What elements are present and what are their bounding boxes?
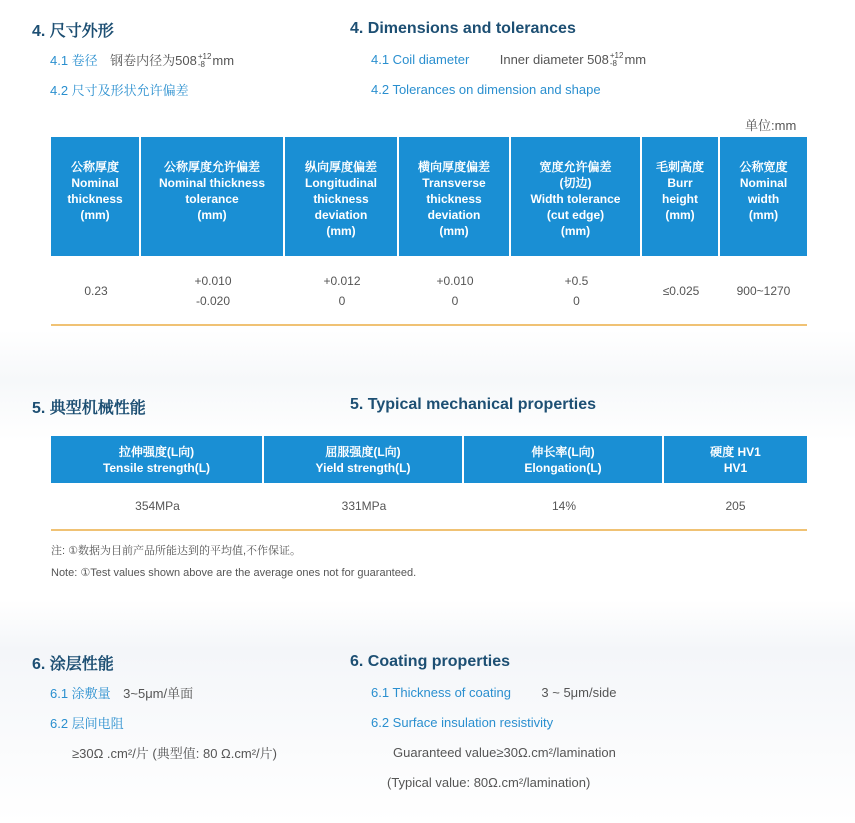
cell-value: 0	[451, 294, 459, 308]
cell-value: 0	[338, 294, 346, 308]
coating-thickness-en-value: 3 ~ 5μm/side	[541, 685, 617, 700]
sec5-title-en: 5. Typical mechanical properties	[350, 396, 597, 413]
cell-value: +0.5	[564, 274, 589, 288]
header-nominal-thickness-tolerance	[141, 137, 285, 256]
header-cn: 公称厚度	[70, 160, 119, 174]
header-cn: 硬度 HV1	[710, 444, 761, 459]
coil-diameter-cn-label: 4.1 卷径	[50, 53, 98, 68]
header-longitudinal-deviation	[285, 137, 399, 256]
mechanical-table	[51, 436, 807, 529]
header-en-line: HV1	[723, 460, 748, 475]
cell-nominal-width	[720, 256, 807, 326]
header-en-line: (mm)	[80, 208, 110, 222]
cell-burr-height	[642, 256, 720, 326]
header-hardness	[664, 436, 807, 483]
coating-thickness-cn-value: 3~5μm/单面	[123, 686, 194, 701]
sec6-title-cn: 6. 涂层性能	[32, 656, 114, 673]
header-en-line: width	[747, 192, 780, 206]
header-cn: 毛刺高度	[655, 160, 704, 174]
resistivity-en-typical: (Typical value: 80Ω.cm²/lamination)	[387, 775, 591, 790]
header-en-line: (mm)	[748, 208, 779, 222]
cell-value: +0.010	[194, 274, 232, 288]
cell-transverse-deviation	[399, 256, 511, 326]
coil-diameter-en-label: 4.1 Coil diameter	[371, 52, 470, 67]
cell-value: +0.010	[436, 274, 474, 288]
header-en-line: (mm)	[326, 224, 356, 238]
cell-elongation: 14%	[551, 499, 577, 513]
header-en-line: (mm)	[665, 208, 695, 222]
tolerance-en: 4.2 Tolerances on dimension and shape	[371, 82, 601, 97]
coating-thickness-en-label: 6.1 Thickness of coating	[371, 685, 511, 700]
tol-minus: -8	[197, 60, 205, 69]
header-en-line: Nominal thickness	[158, 176, 266, 190]
tol-plus: +12	[197, 52, 212, 61]
header-nominal-thickness	[51, 137, 141, 256]
header-cn: 横向厚度偏差	[417, 160, 490, 174]
header-en-line: deviation	[314, 208, 368, 222]
coil-unit-cn: mm	[212, 53, 235, 68]
header-tensile-strength	[51, 436, 264, 483]
header-en-line: Yield strength(L)	[315, 460, 411, 475]
header-en-line: Nominal	[71, 176, 119, 190]
coating-thickness-cn	[50, 683, 193, 703]
header-en-line: Transverse	[422, 176, 486, 190]
header-en-line: Elongation(L)	[524, 460, 602, 475]
note-en: Note: ①Test values shown above are the average ones not for guaranteed.	[51, 567, 417, 579]
note-cn: 注: ①数据为目前产品所能达到的平均值,不作保证。	[51, 545, 302, 557]
header-cn: 公称厚度允许偏差	[163, 160, 260, 174]
header-en-line: (切边)	[559, 176, 592, 190]
coating-thickness-cn-label: 6.1 涂敷量	[50, 686, 111, 701]
table-divider	[51, 529, 807, 531]
cell-tensile: 354MPa	[135, 499, 180, 513]
sec6-title-en: 6. Coating properties	[350, 653, 511, 670]
resistivity-en-label: 6.2 Surface insulation resistivity	[371, 715, 554, 730]
cell-value: -0.020	[195, 294, 231, 308]
unit-label: 单位:mm	[745, 118, 797, 133]
header-en-line: height	[662, 192, 698, 206]
resistivity-cn-value: ≥30Ω .cm²/片 (典型值: 80 Ω.cm²/片)	[72, 746, 277, 761]
header-en-line: thickness	[426, 192, 482, 206]
header-en-line: tolerance	[185, 192, 239, 206]
tol-minus: -8	[609, 59, 617, 68]
tol-plus: +12	[609, 51, 624, 60]
header-nominal-width	[720, 137, 807, 256]
header-cn: 屈服强度(L向)	[325, 444, 401, 459]
header-transverse-deviation	[399, 137, 511, 256]
table-row	[51, 256, 807, 326]
header-en-line: Width tolerance	[530, 192, 621, 206]
header-en-line: thickness	[67, 192, 123, 206]
table-row	[51, 483, 807, 529]
dimensions-table	[51, 137, 807, 326]
cell-width-tolerance	[511, 256, 642, 326]
cell-value: 0.23	[84, 284, 108, 298]
header-cn: 纵向厚度偏差	[304, 160, 377, 174]
header-elongation	[464, 436, 664, 483]
cell-value: 0	[573, 294, 580, 308]
header-cn: 拉伸强度(L向)	[118, 444, 195, 459]
header-cn: 公称宽度	[739, 160, 788, 174]
header-en-line: Nominal	[739, 176, 788, 190]
coil-diameter-cn-value: 钢卷内径为508	[110, 53, 197, 68]
coil-tolerance-en	[610, 52, 624, 68]
cell-nominal-thickness	[51, 256, 141, 326]
cell-yield: 331MPa	[341, 499, 387, 513]
cell-longitudinal-deviation	[285, 256, 399, 326]
header-yield-strength	[264, 436, 464, 483]
coil-diameter-en-value: Inner diameter 508	[499, 52, 609, 67]
header-en-line: (mm)	[439, 224, 469, 238]
header-width-tolerance	[511, 137, 642, 256]
header-en-line: Burr	[667, 176, 693, 190]
coating-thickness-en	[371, 684, 616, 702]
sec5-title-cn: 5. 典型机械性能	[32, 400, 146, 417]
header-en-line: thickness	[313, 192, 369, 206]
coil-tolerance-cn	[198, 53, 212, 69]
header-en-line: (mm)	[197, 208, 227, 222]
header-cn: 伸长率(L向)	[531, 444, 595, 459]
header-en-line: deviation	[427, 208, 481, 222]
tolerance-cn: 4.2 尺寸及形状允许偏差	[50, 83, 189, 98]
cell-hardness: 205	[725, 499, 746, 513]
cell-thickness-tolerance	[141, 256, 285, 326]
header-burr-height	[642, 137, 720, 256]
header-en-line: (cut edge)	[546, 208, 605, 222]
sec4-title-cn: 4. 尺寸外形	[32, 23, 114, 40]
header-en-line: Tensile strength(L)	[102, 460, 211, 475]
cell-value: +0.012	[323, 274, 361, 288]
mechanical-header-row	[51, 436, 807, 483]
coil-diameter-en	[371, 51, 646, 69]
cell-value: 900~1270	[736, 284, 791, 298]
header-cn: 宽度允许偏差	[539, 160, 612, 174]
resistivity-en-guaranteed: Guaranteed value≥30Ω.cm²/lamination	[393, 745, 616, 760]
header-en-line: (mm)	[560, 224, 591, 238]
dimensions-header-row	[51, 137, 807, 256]
resistivity-cn-label: 6.2 层间电阻	[50, 716, 124, 731]
coil-diameter-cn	[50, 50, 234, 70]
sec4-title-en: 4. Dimensions and tolerances	[350, 20, 576, 37]
coil-unit-en: mm	[624, 52, 647, 67]
table-divider	[51, 324, 807, 326]
cell-value: ≤0.025	[662, 284, 700, 298]
header-en-line: Longitudinal	[305, 176, 377, 190]
